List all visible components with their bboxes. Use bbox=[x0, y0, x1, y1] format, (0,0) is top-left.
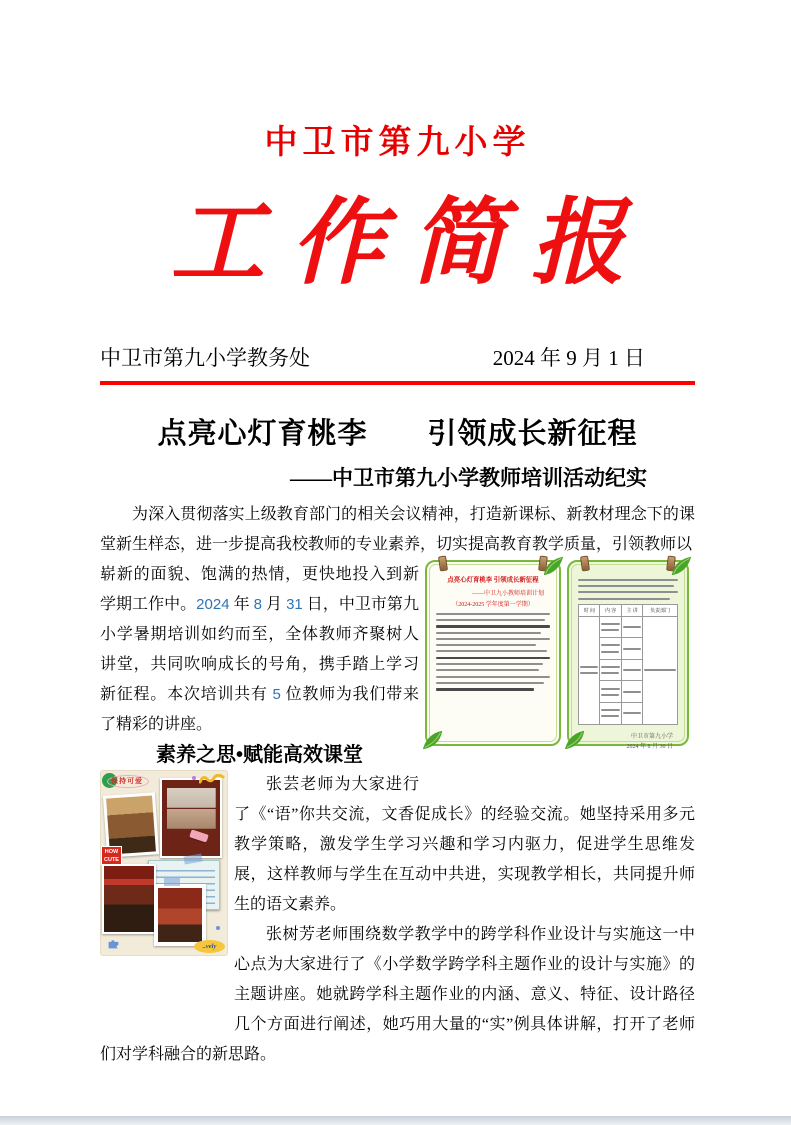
plan-page2-intro-lines bbox=[578, 579, 678, 600]
plan-doc-pages bbox=[425, 560, 689, 750]
leaf-icon bbox=[422, 729, 444, 751]
placeholder-text-line bbox=[601, 623, 619, 625]
placeholder-text-line bbox=[623, 691, 641, 693]
photo-collage-figure bbox=[100, 770, 228, 956]
placeholder-text-line bbox=[436, 676, 550, 678]
schedule-col-dept: 负责部门 bbox=[643, 604, 678, 616]
article-title: 点亮心灯育桃李 引领成长新征程 bbox=[157, 417, 638, 450]
leaf-icon bbox=[670, 555, 692, 577]
placeholder-text-line bbox=[644, 669, 676, 671]
paragraph-intro-part1: 为深入贯彻落实上级教育部门的相关会议精神，打造新课标、新教材理念下的课堂新生样态，进一步提高我校教师的专业素养，切实提高教育教学质量，引领教师以 bbox=[100, 505, 695, 553]
tape-icon bbox=[164, 878, 180, 886]
placeholder-text-line bbox=[601, 629, 619, 631]
issue-date: 2024 年 9 月 1 日 bbox=[492, 345, 645, 370]
bulletin-banner-title: 工作简报 bbox=[170, 188, 651, 298]
placeholder-text-line bbox=[601, 715, 619, 717]
placeholder-text-line bbox=[623, 648, 641, 650]
paragraph-zhangshufang: 张树芳老师围绕数学教学中的跨学科作业设计与实施这一中心点为大家进行了《小学数学跨学科主题作业的设计与实施》的主题讲座。她就跨学科主题作业的内涵、意义、特征、设计路径几个方面进行阐述，她巧用大量的“实”例具体讲解，打开了老师们对学科融合的新思路。 bbox=[100, 925, 695, 1063]
placeholder-text-line bbox=[436, 632, 541, 634]
leaf-icon bbox=[542, 555, 564, 577]
placeholder-text-line bbox=[578, 591, 678, 593]
photo-image bbox=[162, 780, 220, 856]
dot-icon bbox=[216, 926, 220, 930]
sticker-lovely-text: ..vely bbox=[202, 942, 217, 950]
leaf-icon bbox=[564, 729, 586, 751]
training-photos-collage bbox=[100, 770, 228, 956]
placeholder-text-line bbox=[601, 709, 619, 711]
placeholder-text-line bbox=[578, 579, 678, 581]
schedule-cell bbox=[579, 616, 600, 724]
sticker-lovely bbox=[194, 940, 225, 953]
photo-classroom bbox=[154, 884, 206, 946]
placeholder-text-line bbox=[601, 651, 619, 653]
mini-title-wrap bbox=[447, 575, 538, 584]
placeholder-text-line bbox=[578, 598, 670, 600]
schedule-cell bbox=[600, 702, 621, 724]
schedule-cell bbox=[621, 638, 642, 660]
training-schedule-table bbox=[578, 604, 678, 725]
placeholder-text-line bbox=[601, 666, 619, 668]
placeholder-text-line bbox=[623, 626, 641, 628]
red-divider-rule bbox=[100, 381, 695, 385]
schedule-cell bbox=[621, 616, 642, 638]
schedule-cell bbox=[621, 681, 642, 703]
placeholder-text-line bbox=[436, 638, 550, 640]
placeholder-text-line bbox=[601, 644, 619, 646]
placeholder-text-line bbox=[436, 682, 544, 684]
placeholder-text-line bbox=[436, 644, 536, 646]
plan-page-1 bbox=[425, 560, 561, 746]
schedule-cell bbox=[621, 702, 642, 724]
puzzle-piece-icon bbox=[107, 937, 120, 950]
schedule-cell bbox=[600, 681, 621, 703]
placeholder-text-line bbox=[623, 669, 641, 671]
schedule-cell bbox=[643, 616, 678, 724]
plan-footer-date: 2024 年 8 月 30 日 bbox=[626, 743, 673, 750]
placeholder-text-line bbox=[580, 666, 598, 668]
wrap-section-1 bbox=[100, 560, 695, 770]
placeholder-text-line bbox=[436, 625, 550, 628]
photo-image bbox=[104, 866, 154, 932]
placeholder-text-line bbox=[436, 619, 545, 621]
page-bottom-edge bbox=[0, 1116, 791, 1125]
photo-image bbox=[158, 888, 202, 942]
plan-page1-term: （2024-2025 学年度第一学期） bbox=[452, 601, 534, 608]
photo-video-conference bbox=[160, 778, 222, 858]
paragraph-zhangyun: 张芸老师为大家进行了《“语”你共交流，文香促成长》的经验交流。她坚持采用多元教学策略，激发学生学习兴趣和学习内驱力，促进学生思维发展，这样教师与学生在互动中共进，实现教学相长，共同提升师生的语文素养。 bbox=[234, 775, 695, 913]
placeholder-text-line bbox=[436, 613, 550, 615]
sticker-keep-cute bbox=[102, 773, 152, 790]
placeholder-text-line bbox=[436, 650, 547, 652]
schedule-cell bbox=[600, 616, 621, 638]
placeholder-text-line bbox=[623, 712, 641, 714]
sticker-how-cute-text: HOW CUTE bbox=[104, 848, 119, 864]
training-plan-figure bbox=[425, 560, 695, 788]
wrap-section-2 bbox=[100, 770, 695, 1070]
schedule-cell bbox=[600, 638, 621, 660]
dot-icon bbox=[192, 776, 196, 780]
article-subtitle: ——中卫市第九小学教师培训活动纪实 bbox=[290, 465, 647, 490]
section-heading-suyang: 素养之思•赋能高效课堂 bbox=[155, 743, 363, 766]
schedule-col-speaker: 主 讲 bbox=[621, 604, 642, 616]
placeholder-text-line bbox=[436, 663, 543, 665]
masthead-row bbox=[100, 342, 695, 372]
placeholder-text-line bbox=[436, 669, 539, 671]
schedule-cell bbox=[621, 659, 642, 681]
placeholder-text-line bbox=[578, 585, 674, 587]
schedule-col-content: 内 容 bbox=[600, 604, 621, 616]
sticker-keep-cute-text: 保持可爱 bbox=[111, 776, 143, 785]
plan-page1-subtitle: ——中卫九小教师培训计划 bbox=[471, 590, 544, 597]
photo-auditorium-banner bbox=[102, 864, 156, 934]
placeholder-text-line bbox=[601, 694, 619, 696]
table-row bbox=[579, 616, 678, 638]
sticker-how-cute bbox=[101, 846, 122, 865]
plan-page2-footer bbox=[578, 732, 678, 752]
issuing-department: 中卫市第九小学教务处 bbox=[100, 345, 310, 370]
placeholder-text-line bbox=[436, 657, 550, 660]
school-name: 中卫市第九小学 bbox=[264, 125, 531, 161]
placeholder-text-line bbox=[601, 688, 619, 690]
placeholder-text-line bbox=[580, 672, 598, 674]
plan-page1-title: 点亮心灯育桃李 引领成长新征程 bbox=[447, 575, 539, 583]
squiggle-icon bbox=[199, 774, 225, 784]
plan-page-2 bbox=[567, 560, 689, 750]
plan-page1-body-lines bbox=[436, 613, 550, 691]
placeholder-text-line bbox=[601, 672, 619, 674]
placeholder-text-line bbox=[436, 688, 534, 691]
plan-footer-school: 中卫市第九小学 bbox=[630, 733, 673, 740]
schedule-col-time: 时 间 bbox=[579, 604, 600, 616]
paragraph-intro-part2: 崭新的面貌、饱满的热情，更快地投入到新学期工作中。2024 年 8 月 31 日，中卫市第九小学暑期培训如约而至，全体教师齐聚树人讲堂，共同吹响成长的号角，携手踏上学习新征程。本次培训共有 5 位教师为我们带来了精彩的讲座。 bbox=[100, 565, 419, 733]
schedule-cell bbox=[600, 659, 621, 681]
